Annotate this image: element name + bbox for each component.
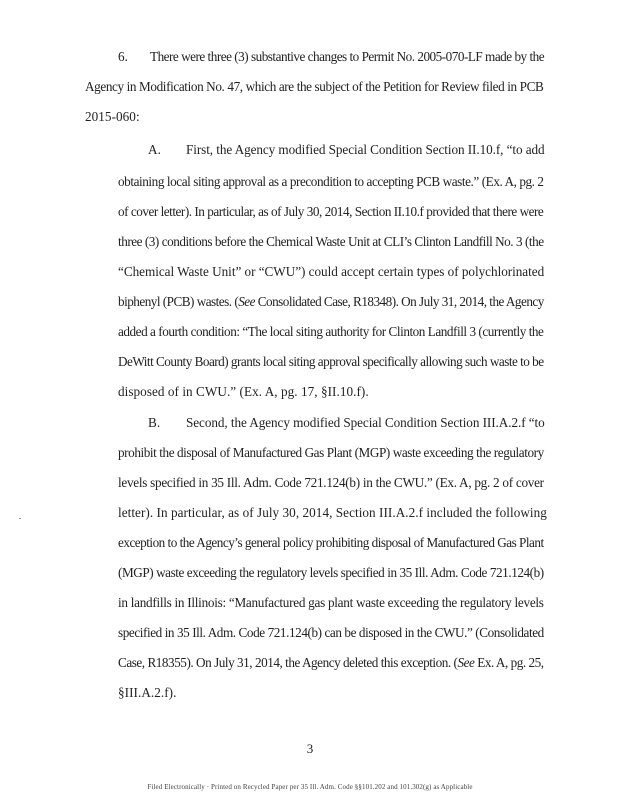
page-number: 3 — [306, 741, 314, 756]
paragraph-6-line-2: Agency in Modification No. 47, which are the subject of the Petition for Review filed in PCB — [85, 79, 544, 94]
item-a-line-9: disposed of in CWU.” (Ex. A, pg. 17, §II.10.f). — [118, 384, 369, 399]
item-b-line-6: (MGP) waste exceeding the regulatory levels specified in 35 Ill. Adm. Code 721.124(b) — [118, 565, 544, 580]
item-b-line-9: Case, R18355). On July 31, 2014, the Agency deleted this exception. (See Ex. A, pg. 25, — [118, 655, 544, 670]
item-a-line-2: obtaining local siting approval as a precondition to accepting PCB waste.” (Ex. A, pg. 2 — [118, 174, 544, 189]
item-b-line-8: specified in 35 Ill. Adm. Code 721.124(b) can be disposed in the CWU.” (Consolidated — [118, 625, 544, 640]
item-a-line-4: three (3) conditions before the Chemical Waste Unit at CLI’s Clinton Landfill No. 3 (the — [118, 234, 544, 249]
paragraph-text: There were three (3) substantive changes to Permit No. 2005-070-LF made by the — [150, 49, 545, 64]
item-b-line-4: letter). In particular, as of July 30, 2014, Section III.A.2.f included the following — [118, 505, 547, 520]
filing-footer: Filed Electronically · Printed on Recycled Paper per 35 Ill. Adm. Code §§101.202 and 101.302(g) as Applicable — [147, 783, 473, 791]
item-b-line-3: levels specified in 35 Ill. Adm. Code 721.124(b) in the CWU.” (Ex. A, pg. 2 of cover — [118, 475, 544, 490]
item-a-line-7: added a fourth condition: “The local siting authority for Clinton Landfill 3 (currently the — [118, 324, 544, 339]
item-label: A. — [148, 142, 161, 157]
paragraph-number: 6. — [118, 49, 128, 64]
item-a-line-3: of cover letter). In particular, as of July 30, 2014, Section II.10.f provided that there were — [118, 204, 544, 219]
scan-speck — [19, 518, 21, 519]
item-a-line-5: “Chemical Waste Unit” or “CWU”) could accept certain types of polychlorinated — [118, 264, 545, 279]
item-b-line-10: §III.A.2.f). — [118, 685, 177, 700]
item-label: B. — [148, 415, 161, 430]
item-b-line-5: exception to the Agency’s general policy prohibiting disposal of Manufactured Gas Plant — [118, 535, 544, 550]
item-text: First, the Agency modified Special Condition Section II.10.f, “to add — [186, 142, 545, 157]
item-a-line-8: DeWitt County Board) grants local siting approval specifically allowing such waste to be — [118, 354, 544, 369]
item-b-line-2: prohibit the disposal of Manufactured Gas Plant (MGP) waste exceeding the regulatory — [118, 445, 544, 460]
item-b-line-7: in landfills in Illinois: “Manufactured gas plant waste exceeding the regulatory levels — [118, 595, 544, 610]
paragraph-6-line-3: 2015-060: — [85, 109, 140, 124]
item-a-line-6: biphenyl (PCB) wastes. (See Consolidated Case, R18348). On July 31, 2014, the Agency — [118, 294, 544, 309]
item-text: Second, the Agency modified Special Condition Section III.A.2.f “to — [186, 415, 545, 430]
